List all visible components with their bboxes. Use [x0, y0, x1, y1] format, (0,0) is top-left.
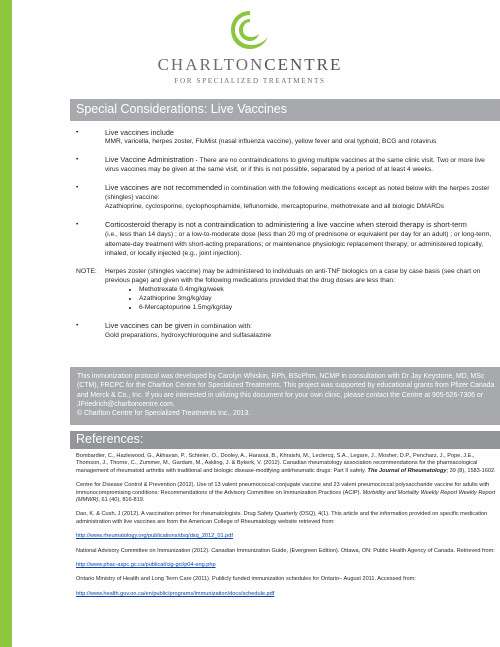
list-item — [76, 128, 494, 146]
bullet-icon: • — [76, 129, 79, 136]
item-heading: Live vaccines are not recommended — [105, 183, 223, 192]
charlton-centre-logo — [150, 8, 350, 83]
bullet-icon: • — [76, 221, 79, 229]
reference-item: Bombardier, C., Hazlewood, G., Akhavan, P., Schieier, O., Dooley, A., Haraoui, B., Khraishi, M., Leclercq, S.A., Legare, J., Mosher, D.P., Pencharz, J., Pope, J.E., Thomson, J., Thorne, C., Zummer, M., Gardam, M., Askling, J. & Bykerk, V. (2012). Canadian rheumatology association recommendations for the pharmacological management of rheumatoid arthritis with traditional and biologic disease-modifying antirheumatic drugs: Part II safety. The Journal of Rheumatology; 39 (8), 1583-1602. — [76, 453, 496, 474]
reference-item: Centre for Disease Control & Prevention (2012). Use of 13 valent pneumococcal conjugate vaccine and 23 valent pneumococcal polysaccharide vaccine for adults with immunocompromising conditions: Recommendations of the Advisory Committee on Immunization Practices (ACIP). Morbidity and Mortality Weekly Report Weekly Report (MMWR), 61 (40), 816-819. — [76, 482, 496, 504]
protocol-info-text: This immunization protocol was developed by Carolyn Whiskin, RPh, BScPhm, NCMP in consultation with Dr Jay Keystone, MD, MSc (CTM), FRCPC for the Charlton Centre for Specialized Treatments. This project was supported by educational grants from Pfizer Canada and Merck & Co., Inc. If you are interested in utilizing this document for your own clinic, please contact the Centre at 905-526-7306 or JFriedrich@charltoncentre.com. — [77, 373, 495, 408]
references-header — [70, 431, 500, 449]
logo-name-left: CHARLTON — [157, 55, 265, 74]
reference-link[interactable]: http://www.health.gov.on.ca/en/public/programs/immunization/docs/schedule.pdf — [76, 590, 275, 597]
bullet-icon: • — [76, 322, 79, 330]
reference-item: Ontario Ministry of Health and Long Term Care (2011). Publicly funded immunization schedules for Ontario– August 2011. Accessed from: — [76, 576, 416, 583]
note-text: Herpes zoster (shingles vaccine) may be administered to individuals on anti-TNF biologics on a case by case basis (see chart on previous page) and given with the following medications provided that the drug doses are less than: — [105, 267, 481, 284]
reference-link[interactable]: http://www.rheumatology.org/publications/dsq/dsq_2012_01.pdf — [76, 533, 233, 540]
reference-link[interactable]: http://www.phac-aspc.gc.ca/publicat/cig-gci/p04-eng.php — [76, 562, 216, 569]
item-heading: Live vaccines can be given — [105, 321, 193, 331]
item-body: - There are no contraindications to giving multiple vaccines at the same clinic visit. Two or more live virus vaccines may be given at the same visit, or if this is not possible, separated by a period of at least 4 weeks. — [105, 157, 485, 174]
item-body: in combination with the following medications except as noted below with the herpes zoster (shingles) vaccine: — [105, 185, 490, 202]
item-heading: Live Vaccine Administration — [105, 155, 194, 164]
references-title: References: — [76, 432, 144, 446]
special-considerations-header — [70, 99, 500, 121]
list-item — [76, 155, 494, 174]
list-item — [76, 220, 494, 258]
item-heading-rest: in combination with: — [192, 323, 252, 331]
item-heading: Live vaccines include — [105, 128, 174, 137]
item-body: MMR, varicella, herpes zoster, FluMist (nasal influenza vaccine), yellow fever and oral typhoid, BCG and rotavirus — [105, 138, 437, 146]
note-label: NOTE: — [76, 267, 97, 275]
dose-item: • Azathioprine 3mg/kg/day — [139, 294, 494, 303]
item-heading: Corticosteroid therapy is not a contraindication to administering a live vaccine when steroid therapy is short-term — [105, 220, 467, 230]
reference-item: Dao, K. & Cush, J (2012). A vaccination primer for rheumatologists. Drug Safety Quarterly (DSQ), 4(1). This article and the information provided on specific medication administration with live vaccines are from the American College of Rheumatology website retrieved from: — [76, 511, 488, 525]
swirl-logo-icon — [228, 8, 272, 52]
bullet-icon: • — [76, 156, 79, 163]
protocol-info-box — [70, 367, 500, 425]
item-body-medications: Azathioprine, cyclosporine, cyclophosphamide, leflunomide, mercaptopurine, methotrexate and all biologic DMARDs — [105, 203, 445, 211]
section-title: Special Considerations: Live Vaccines — [76, 102, 287, 116]
logo-subtitle: FOR SPECIALIZED TREATMENTS — [174, 77, 326, 85]
dose-list — [105, 285, 494, 313]
dose-item: • 6-Mercaptopurine 1.5mg/kg/day — [139, 303, 494, 312]
logo-name — [150, 55, 350, 75]
item-body: Gold preparations, hydroxychloroquine and sulfasalazine — [105, 332, 272, 340]
item-body: (i.e., less than 14 days) ; or a low-to-moderate dose (less than 20 mg of prednisone or equivalent per day for an adult) ; or long-term, alternate-day treatment with short-acting preparations; or maintenance physiologic replacement therapy; or administered topically, inhaled, or locally injected (e.g., joint injection). — [105, 231, 492, 257]
list-item — [76, 183, 494, 212]
dose-item: • Methotrexate 0.4mg/kg/week — [139, 285, 494, 294]
copyright-text: © Charlton Centre for Specialized Treatments Inc., 2013. — [77, 410, 251, 418]
references-list — [76, 453, 496, 605]
considerations-content — [76, 128, 494, 341]
logo-name-right: CENTRE — [264, 55, 343, 74]
reference-item: National Advisory Committee on Immunization (2012). Canadian Immunization Guide, (Evergreen Edition). Ottawa, ON: Public Health Agency of Canada. Retrieved from: — [76, 547, 495, 554]
bullet-icon: • — [76, 184, 79, 191]
note-block — [76, 267, 494, 313]
list-item — [76, 321, 494, 340]
green-side-bar — [0, 0, 12, 647]
